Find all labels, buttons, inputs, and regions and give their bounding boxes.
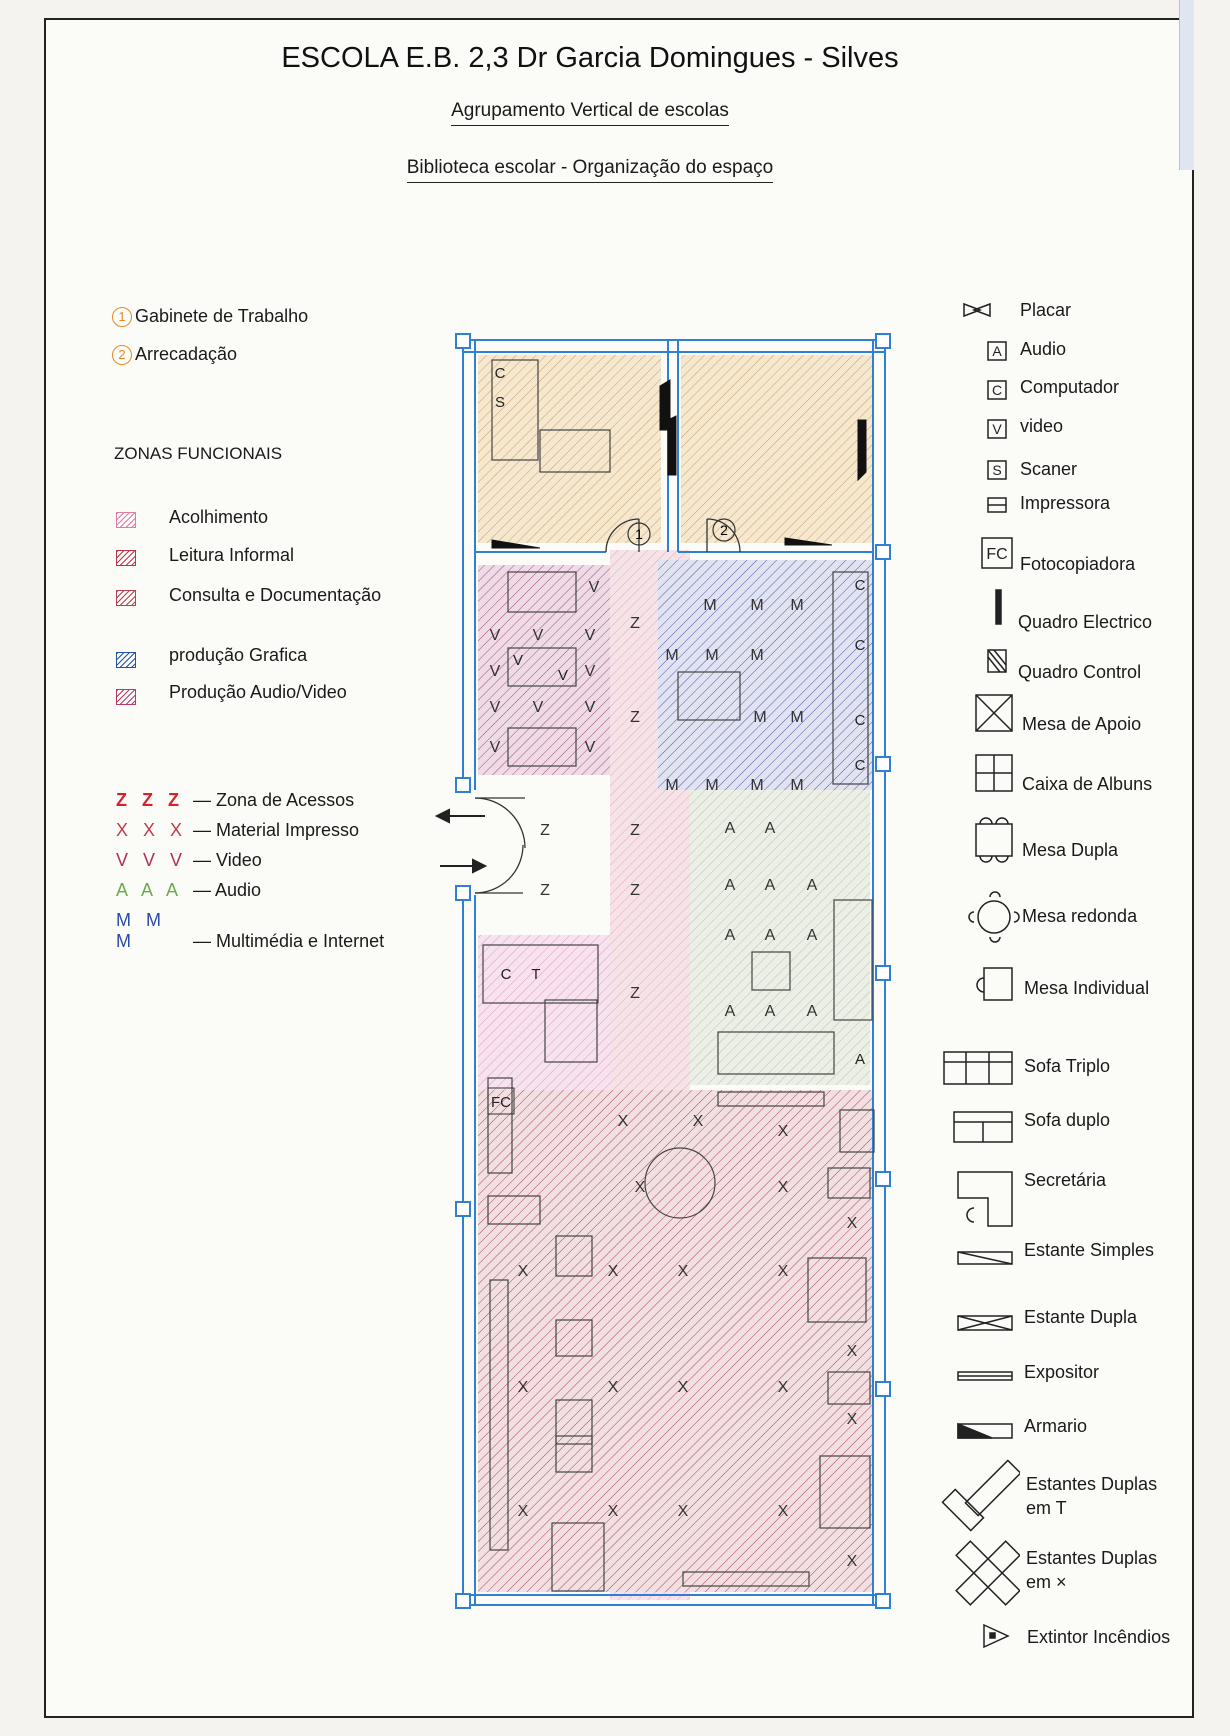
legend-audio: Audio [1020,339,1067,359]
legend-sofa-triplo: Sofa Triplo [1024,1056,1111,1076]
t-shelves-icon [942,1460,1020,1530]
letter-legend-x: X X X — Material Impresso [116,820,360,840]
legend-placar: Placar [1020,300,1072,320]
legend-secretaria: Secretária [1024,1170,1107,1190]
printer-icon [988,498,1006,512]
zone-consulta: Consulta e Documentação [169,585,382,605]
round-table-icon [969,892,1019,942]
plan-computer-4: C [854,637,866,654]
plan-z-1: Z [630,615,640,632]
support-table-icon [976,695,1012,731]
photocopier-icon [982,538,1012,568]
computer-icon [988,381,1006,399]
plan-x-2: X [692,1113,704,1130]
subtitle-plan: Biblioteca escolar - Organização do espaço [0,157,1180,179]
zone-producao-av: Produção Audio/Video [169,682,347,702]
plan-x-12: X [517,1379,529,1396]
legend-caixa-albuns: Caixa de Albuns [1022,774,1153,794]
plan-a-2: A [764,820,776,837]
plan-x-13: X [607,1379,619,1396]
plan-m-7: M [753,709,767,726]
plan-computer-3: C [854,577,866,594]
plan-a-11: A [806,1003,818,1020]
plan-x-4: X [634,1179,646,1196]
plan-x-19: X [677,1503,689,1520]
svg-text:S: S [992,462,1002,478]
cabinet-icon [958,1424,1012,1438]
legend-extintor: Extintor Incêndios [1027,1627,1171,1647]
plan-computer-6: C [854,757,866,774]
video-icon [988,420,1006,438]
plan-m-12: M [790,777,804,794]
plan-a-1: A [724,820,736,837]
plan-a-3: A [724,877,736,894]
plan-a-6: A [724,927,736,944]
placar-icon [964,304,990,316]
plan-audio: A [854,1051,866,1068]
plan-m-6: M [750,647,764,664]
plan-m-2: M [750,597,764,614]
audio-icon [988,342,1006,360]
plan-a-5: A [806,877,818,894]
legend-impressora: Impressora [1020,493,1111,513]
album-box-icon [976,755,1012,791]
legend-mesa-apoio: Mesa de Apoio [1022,714,1142,734]
electric-panel-icon [996,590,1001,624]
plan-x-17: X [517,1503,529,1520]
plan-m-3: M [790,597,804,614]
plan-x-14: X [677,1379,689,1396]
letter-legend-v: V V V — Video [116,850,262,870]
room-legend-1: 1 Gabinete de Trabalho [112,306,308,327]
legend-armario: Armario [1024,1416,1088,1436]
legend-sofa-duplo: Sofa duplo [1024,1110,1111,1130]
svg-text:V: V [992,421,1002,437]
zones-heading: ZONAS FUNCIONAIS [114,444,283,463]
legend-scaner: Scaner [1020,459,1078,479]
plan-v-10: V [489,739,501,756]
zone-acolhimento: Acolhimento [169,507,269,527]
double-sofa-icon [954,1112,1012,1142]
legend-mesa-dupla: Mesa Dupla [1022,840,1119,860]
plan-x-18: X [607,1503,619,1520]
letter-legend-a: A A A — Audio [116,880,262,900]
plan-m-9: M [665,777,679,794]
plan-z-4: Z [630,822,640,839]
legend-video: video [1020,416,1064,436]
display-icon [958,1372,1012,1380]
plan-a-4: A [764,877,776,894]
plan-x-7: X [517,1263,529,1280]
plan-x-16: X [846,1411,858,1428]
plan-m-10: M [705,777,719,794]
plan-z-6: Z [630,882,640,899]
single-table-icon [977,968,1012,1000]
plan-m-5: M [705,647,719,664]
subtitle-group: Agrupamento Vertical de escolas [0,100,1180,122]
plan-v-4: V [584,627,596,644]
legend-mesa-redonda: Mesa redonda [1022,906,1138,926]
plan-video-2: V [557,667,569,684]
letter-legend-z: Z Z Z — Zona de Acessos [116,790,355,810]
plan-scanner: S [494,394,506,411]
legend-mesa-individual: Mesa Individual [1024,978,1150,998]
plan-v-6: V [584,663,596,680]
plan-z-3: Z [540,822,550,839]
zone-multimedia [658,560,873,790]
plan-x-5: X [777,1179,789,1196]
plan-a-7: A [764,927,776,944]
symbol-legend-icons [940,290,1020,1650]
plan-x-6: X [846,1215,858,1232]
triple-sofa-icon [944,1052,1012,1084]
plan-v-7: V [489,699,501,716]
plan-a-8: A [806,927,818,944]
plan-m-8: M [790,709,804,726]
x-shelves-icon [956,1541,1020,1605]
plan-v-11: V [584,739,596,756]
legend-expositor: Expositor [1024,1362,1100,1382]
legend-fotocopiadora: Fotocopiadora [1020,554,1136,574]
zone-audio [690,790,870,1085]
single-shelf-icon [958,1252,1012,1264]
plan-v-9: V [584,699,596,716]
scanner-icon [988,461,1006,479]
plan-m-1: M [703,597,717,614]
plan-z-2: Z [630,709,640,726]
page-title: ESCOLA E.B. 2,3 Dr Garcia Domingues - Silves [281,42,899,74]
zone-leitura: Leitura Informal [169,545,295,565]
plan-computer-1: C [494,365,506,382]
legend-estante-dupla: Estante Dupla [1024,1307,1138,1327]
legend-computador: Computador [1020,377,1120,397]
plan-photocopier: FC [491,1094,511,1111]
plan-video-1: V [512,652,524,669]
plan-x-21: X [846,1553,858,1570]
extinguisher-icon [984,1625,1008,1647]
legend-estantes-t: Estantes Duplas em T [1026,1474,1158,1518]
plan-x-9: X [677,1263,689,1280]
plan-a-10: A [764,1003,776,1020]
plan-m-4: M [665,647,679,664]
letter-legend-m: M M M — Multimédia e Internet [116,910,385,951]
plan-x-11: X [846,1343,858,1360]
plan-x-3: X [777,1123,789,1140]
svg-text:C: C [991,382,1003,398]
plan-v-8: V [532,699,544,716]
plan-x-8: X [607,1263,619,1280]
control-panel-icon [988,650,1006,672]
svg-text:A: A [992,343,1002,359]
plan-v-5: V [489,663,501,680]
desk-icon [958,1172,1012,1226]
plan-computer-5: C [854,712,866,729]
plan-computer-2: C [500,966,512,983]
plan-v-1: V [588,579,600,596]
legend-estante-simples: Estante Simples [1024,1240,1155,1260]
legend-estantes-x: Estantes Duplas em × [1026,1548,1158,1592]
plan-x-15: X [777,1379,789,1396]
zone-producao-grafica: produção Grafica [169,645,308,665]
plan-x-20: X [777,1503,789,1520]
double-shelf-icon [958,1316,1012,1330]
door-1-label: 1 [635,526,643,542]
double-table-icon [976,818,1012,862]
plan-x-10: X [777,1263,789,1280]
plan-z-7: Z [630,985,640,1002]
plan-a-9: A [724,1003,736,1020]
zone-material-impresso [478,1090,873,1592]
plan-x-1: X [617,1113,629,1130]
legend-quadro-electrico: Quadro Electrico [1018,612,1153,632]
zone-gabinete [478,355,661,543]
plan-printer: T [531,966,541,983]
door-2-label: 2 [720,522,728,538]
plan-m-11: M [750,777,764,794]
plan-v-3: V [532,627,544,644]
zone-arrecadacao [681,355,873,543]
room-legend-2: 2 Arrecadação [112,344,237,365]
plan-z-5: Z [540,882,550,899]
plan-v-2: V [489,627,501,644]
svg-text:FC: FC [986,546,1008,563]
legend-quadro-control: Quadro Control [1018,662,1142,682]
